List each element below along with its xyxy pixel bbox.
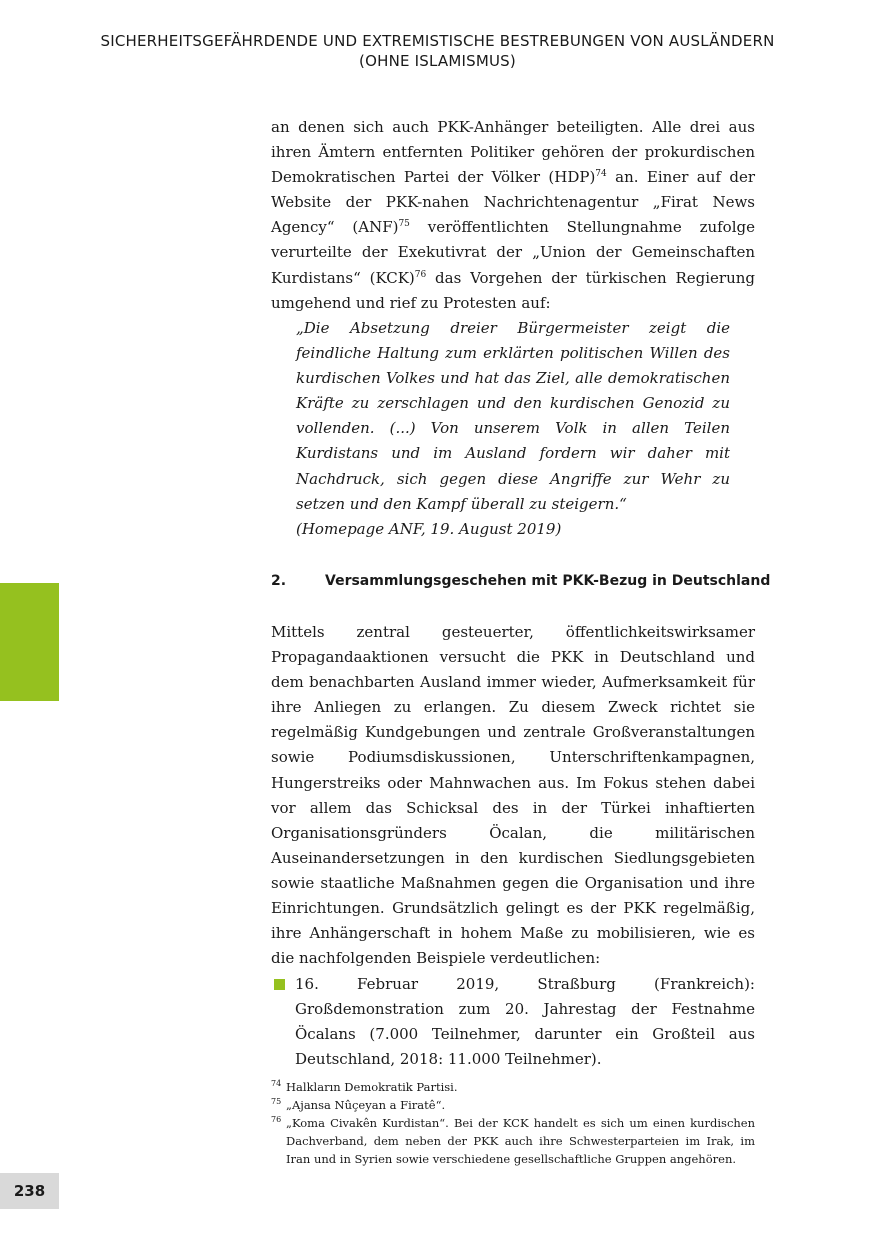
footnote-ref-76[interactable]: 76 xyxy=(414,269,427,280)
list-item xyxy=(271,972,755,1072)
running-header-line-1: SICHERHEITSGEFÄHRDENDE UND EXTREMISTISCHE BESTREBUNGEN VON AUSLÄNDERN xyxy=(100,32,775,50)
footnote-ref-75[interactable]: 75 xyxy=(398,219,410,230)
footnote-text: „Ajansa Nûçeyan a Firatê“. xyxy=(286,1098,446,1112)
block-quote xyxy=(296,316,730,542)
quote-source: (Homepage ANF, 19. August 2019) xyxy=(296,519,562,538)
intro-text-1: an denen sich auch PKK-Anhänger beteiligten. Alle drei aus ihren Ämtern entfernten Politiker gehören der prokurdischen Demokratischen Partei der Völker (HDP) xyxy=(271,118,755,187)
footnote-76 xyxy=(271,1114,755,1168)
intro-paragraph-block xyxy=(271,115,755,316)
footnote-text: Halkların Demokratik Partisi. xyxy=(286,1080,458,1094)
intro-text-4: das Vorgehen der türkischen Regierung umgehend und rief zu Protesten auf: xyxy=(271,268,756,312)
section-title: Versammlungsgeschehen mit PKK-Bezug in Deutschland xyxy=(325,573,771,589)
page-number: 238 xyxy=(0,1173,59,1209)
running-header-line-2: (OHNE ISLAMISMUS) xyxy=(359,52,516,70)
main-paragraph: Mittels zentral gesteuerter, öffentlichkeitswirksamer Propagandaaktionen versucht die PKK in Deutschland und dem benachbarten Ausland immer wieder, Aufmerksamkeit für ihre Anliegen zu erlangen. Zu diesem Zweck richtet sie regelmäßig Kundgebungen und zentrale Großveranstaltungen sowie Podiumsdiskussionen, Unterschriftenkampagnen, Hungerstreiks oder Mahnwachen aus. Im Fokus stehen dabei vor allem das Schicksal des in der Türkei inhaftierten Organisationsgründers Öcalan, die militärischen Auseinandersetzungen in den kurdischen Siedlungsgebieten sowie staatliche Maßnahmen gegen die Organisation und ihre Einrichtungen. Grundsätzlich gelingt es der PKK regelmäßig, ihre Anhängerschaft in hohem Maße zu mobilisieren, wie es die nachfolgenden Beispiele verdeutlichen: xyxy=(271,623,755,968)
footnote-75 xyxy=(271,1096,755,1114)
footnotes xyxy=(271,1078,755,1168)
intro-text-2: an. Einer auf der Website der PKK-nahen Nachrichtenagentur „Firat News Agency“ (ANF) xyxy=(271,168,755,237)
running-header xyxy=(0,31,875,71)
footnote-number: 76 xyxy=(271,1115,282,1124)
list-item-text: 16. Februar 2019, Straßburg (Frankreich): Großdemonstration zum 20. Jahrestag der Festnahme Öcalans (7.000 Teilnehmer, darunter ein Großteil aus Deutschland, 2018: 11.000 Teilnehmer). xyxy=(295,975,755,1069)
intro-paragraph xyxy=(271,115,755,316)
footnote-number: 74 xyxy=(271,1079,282,1088)
footnote-number: 75 xyxy=(271,1097,282,1106)
bullet-square-icon xyxy=(274,979,285,990)
section-number: 2. xyxy=(271,573,287,589)
footnote-text: „Koma Civakên Kurdistan“. Bei der KCK handelt es sich um einen kurdischen Dachverband, dem neben der PKK auch ihre Schwesterparteien im Irak, im Iran und in Syrien sowie verschiedene gesellschaftliche Gruppen angehören. xyxy=(286,1116,755,1166)
chapter-tab-marker xyxy=(0,583,59,701)
footnote-ref-74[interactable]: 74 xyxy=(595,169,607,180)
footnote-74 xyxy=(271,1078,755,1096)
intro-text-3: veröffentlichten Stellungnahme zufolge verurteilte der Exekutivrat der „Union der Gemeinschaften Kurdistans“ (KCK) xyxy=(271,218,755,287)
quote-text: „Die Absetzung dreier Bürgermeister zeigt die feindliche Haltung zum erklärten politischen Willen des kurdischen Volkes und hat das Ziel, alle demokratischen Kräfte zu zerschlagen und den kurdischen Genozid zu vollenden. (...) Von unserem Volk in allen Teilen Kurdistans und im Ausland fordern wir daher mit Nachdruck, sich gegen diese Angriffe zur Wehr zu setzen und den Kampf überall zu steigern.“ xyxy=(296,319,730,513)
main-paragraph-block xyxy=(271,620,755,971)
